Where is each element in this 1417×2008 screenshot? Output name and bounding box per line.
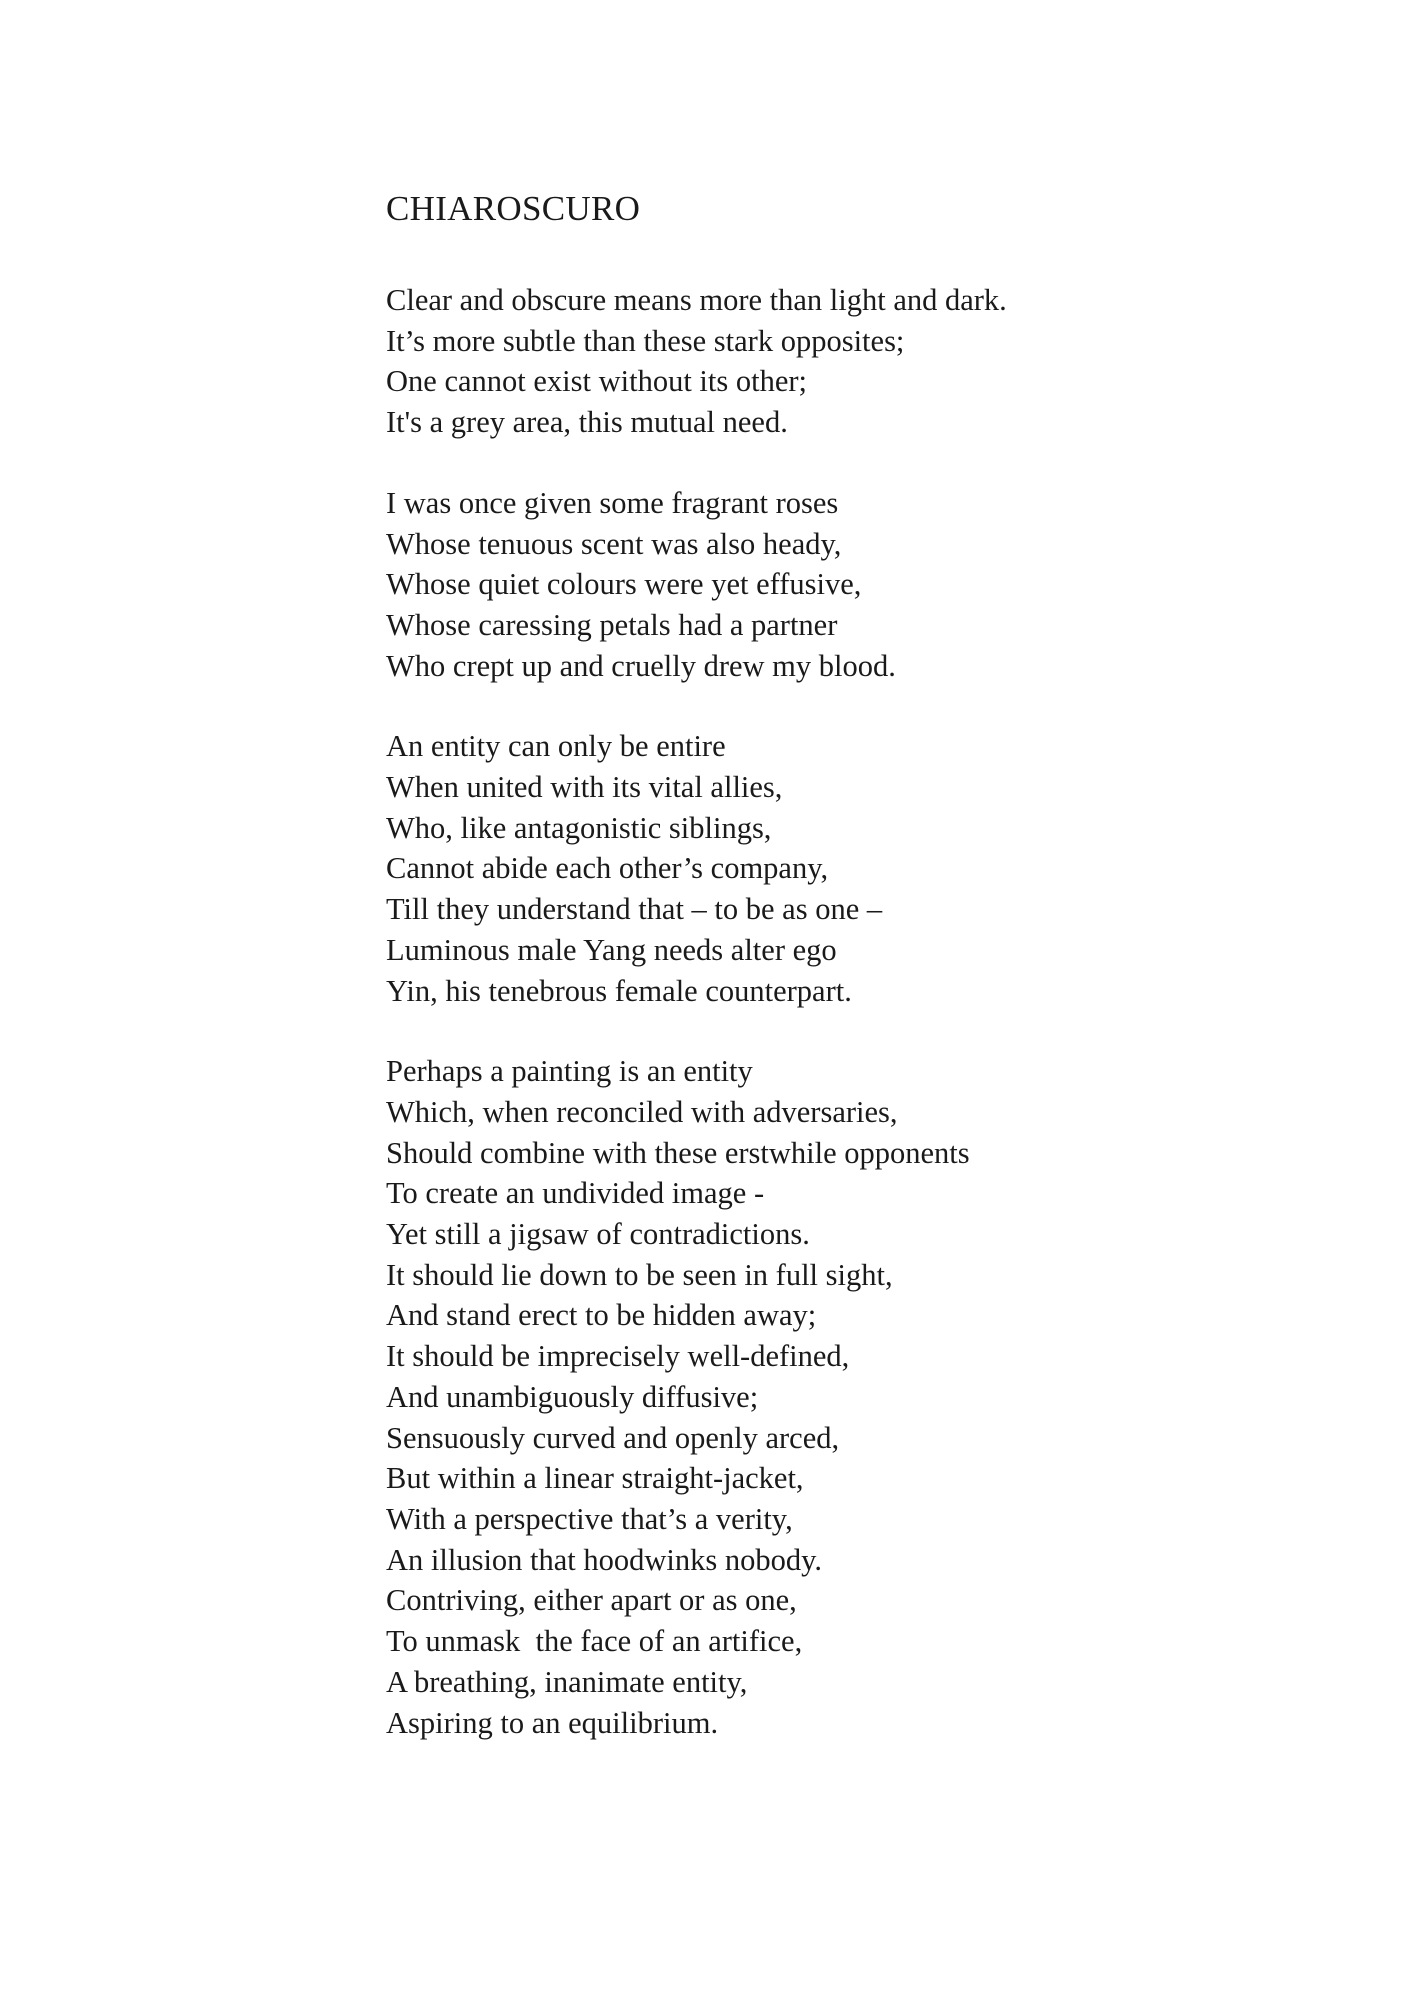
- poem-line: When united with its vital allies,: [386, 770, 783, 805]
- poem-line: Which, when reconciled with adversaries,: [386, 1094, 898, 1129]
- stanza-4: [386, 1051, 1386, 1743]
- poem-line: It should lie down to be seen in full sight,: [386, 1257, 893, 1292]
- poem-line: Whose caressing petals had a partner: [386, 607, 838, 642]
- poem-line: It’s more subtle than these stark opposites;: [386, 323, 905, 358]
- stanza-2: [386, 483, 1386, 687]
- stanza-1: [386, 280, 1386, 443]
- poem-line: And stand erect to be hidden away;: [386, 1298, 817, 1333]
- poem-line: One cannot exist without its other;: [386, 364, 807, 399]
- poem-line: Till they understand that – to be as one –: [386, 892, 883, 927]
- poem-line: Perhaps a painting is an entity: [386, 1054, 753, 1089]
- poem-line: An entity can only be entire: [386, 729, 726, 764]
- poem-line: Clear and obscure means more than light and dark.: [386, 283, 1007, 317]
- poem-line: Whose tenuous scent was also heady,: [386, 526, 842, 561]
- poem-title: CHIAROSCURO: [386, 189, 641, 228]
- poem-page: [386, 182, 1386, 1783]
- poem-line: An illusion that hoodwinks nobody.: [386, 1542, 823, 1577]
- poem-line: Sensuously curved and openly arced,: [386, 1420, 840, 1455]
- poem-line: And unambiguously diffusive;: [386, 1379, 759, 1414]
- poem-line: Whose quiet colours were yet effusive,: [386, 567, 862, 602]
- poem-line: Aspiring to an equilibrium.: [386, 1705, 719, 1740]
- stanza-3: [386, 726, 1386, 1011]
- poem-line: Contriving, either apart or as one,: [386, 1583, 797, 1618]
- poem-line: Should combine with these erstwhile opponents: [386, 1135, 970, 1170]
- poem-line: Who, like antagonistic siblings,: [386, 810, 772, 845]
- poem-line: To unmask the face of an artifice,: [386, 1624, 803, 1659]
- poem-line: With a perspective that’s a verity,: [386, 1501, 793, 1536]
- poem-line: I was once given some fragrant roses: [386, 485, 839, 520]
- poem-line: Who crept up and cruelly drew my blood.: [386, 648, 896, 683]
- poem-line: To create an undivided image -: [386, 1176, 765, 1211]
- poem-line: Cannot abide each other’s company,: [386, 851, 829, 886]
- poem-line: A breathing, inanimate entity,: [386, 1664, 748, 1699]
- poem-line: Yin, his tenebrous female counterpart.: [386, 973, 852, 1008]
- poem-line: Yet still a jigsaw of contradictions.: [386, 1217, 810, 1252]
- poem-line: But within a linear straight-jacket,: [386, 1461, 804, 1496]
- poem-line: It's a grey area, this mutual need.: [386, 405, 788, 440]
- poem-line: Luminous male Yang needs alter ego: [386, 932, 837, 967]
- poem-line: It should be imprecisely well-defined,: [386, 1339, 850, 1374]
